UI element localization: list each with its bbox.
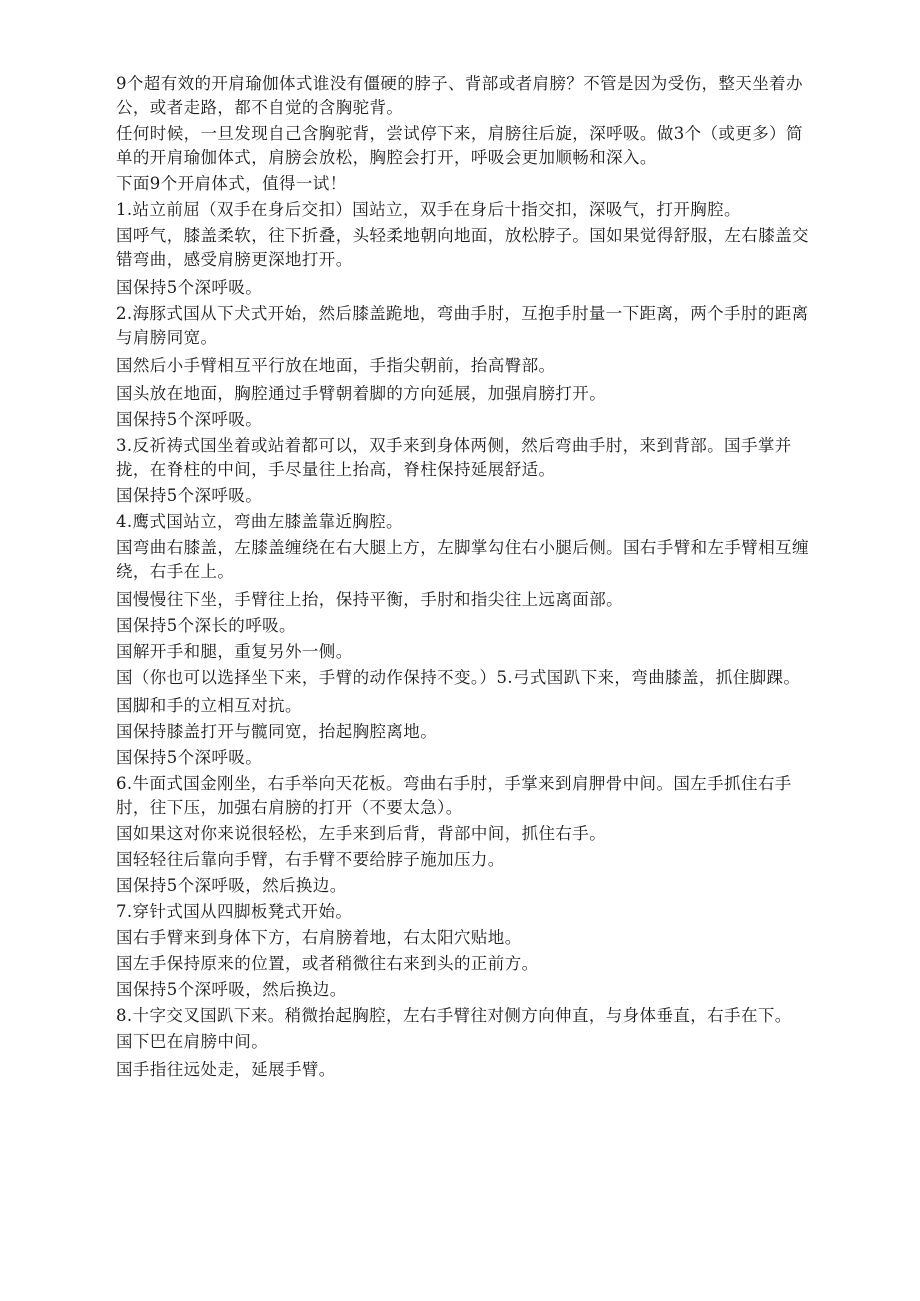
pose-step: 国下巴在肩膀中间。 bbox=[116, 1032, 269, 1051]
pose-step: 国解开手和腿，重复另外一侧。 bbox=[116, 642, 353, 661]
pose-step: 国如果这对你来说很轻松，左手来到后背，背部中间，抓住右手。 bbox=[116, 824, 607, 843]
pose-step: 国保持5个深长的呼吸。 bbox=[116, 616, 296, 635]
pose-step: 国保持5个深呼吸。 bbox=[116, 410, 263, 429]
pose-step: 国保持膝盖打开与髋同宽，抬起胸腔离地。 bbox=[116, 722, 438, 741]
pose-step: 国头放在地面，胸腔通过手臂朝着脚的方向延展，加强肩膀打开。 bbox=[116, 384, 607, 403]
pose-step: 国脚和手的立相互对抗。 bbox=[116, 696, 302, 715]
intro-paragraph: 下面9个开肩体式，值得一试！ bbox=[116, 174, 347, 193]
pose-step: 国保持5个深呼吸，然后换边。 bbox=[116, 876, 347, 895]
pose-2-heading: 2.海豚式国从下犬式开始，然后膝盖跪地，弯曲手肘，互抱手肘量一下距离，两个手肘的距离与肩膀同宽。 bbox=[116, 304, 809, 347]
pose-step: 国呼气，膝盖柔软，往下折叠，头轻柔地朝向地面，放松脖子。国如果觉得舒服，左右膝盖交错弯曲，感受肩膀更深地打开。 bbox=[116, 226, 809, 269]
pose-step: 国右手臂来到身体下方，右肩膀着地，右太阳穴贴地。 bbox=[116, 928, 522, 947]
pose-step: 国弯曲右膝盖，左膝盖缠绕在右大腿上方，左脚掌勾住右小腿后侧。国右手臂和左手臂相互缠绕，右手在上。 bbox=[116, 538, 809, 581]
pose-step: 国保持5个深呼吸。 bbox=[116, 278, 263, 297]
intro-paragraph: 任何时候，一旦发现自己含胸驼背，尝试停下来，肩膀往后旋，深呼吸。做3个（或更多）简单的开肩瑜伽体式，肩膀会放松，胸腔会打开，呼吸会更加顺畅和深入。 bbox=[116, 124, 803, 167]
pose-step: 国保持5个深呼吸。 bbox=[116, 748, 263, 767]
pose-step: 国保持5个深呼吸。 bbox=[116, 486, 263, 505]
pose-4-heading: 4.鹰式国站立，弯曲左膝盖靠近胸腔。 bbox=[116, 512, 403, 531]
pose-8-heading: 8.十字交叉国趴下来。稍微抬起胸腔，左右手臂往对侧方向伸直，与身体垂直，右手在下。 bbox=[116, 1006, 792, 1025]
pose-1-heading: 1.站立前屈（双手在身后交扣）国站立，双手在身后十指交扣，深吸气，打开胸腔。 bbox=[116, 200, 741, 219]
intro-paragraph: 9个超有效的开肩瑜伽体式谁没有僵硬的脖子、背部或者肩膀？不管是因为受伤，整天坐着办公，或者走路，都不自觉的含胸驼背。 bbox=[116, 74, 803, 117]
document-body bbox=[116, 72, 814, 1084]
pose-step: 国保持5个深呼吸，然后换边。 bbox=[116, 980, 347, 999]
pose-5-heading: 国（你也可以选择坐下来，手臂的动作保持不变。）5.弓式国趴下来，弯曲膝盖，抓住脚踝。 bbox=[116, 668, 801, 687]
pose-3-heading: 3.反祈祷式国坐着或站着都可以，双手来到身体两侧，然后弯曲手肘，来到背部。国手掌并拢，在脊柱的中间，手尽量往上抬高，脊柱保持延展舒适。 bbox=[116, 436, 792, 479]
pose-step: 国然后小手臂相互平行放在地面，手指尖朝前，抬高臀部。 bbox=[116, 356, 556, 375]
pose-7-heading: 7.穿针式国从四脚板凳式开始。 bbox=[116, 902, 353, 921]
pose-6-heading: 6.牛面式国金刚坐，右手举向天花板。弯曲右手肘，手掌来到肩胛骨中间。国左手抓住右手肘，往下压，加强右肩膀的打开（不要太急）。 bbox=[116, 774, 792, 817]
pose-step: 国手指往远处走，延展手臂。 bbox=[116, 1060, 336, 1079]
pose-step: 国轻轻往后靠向手臂，右手臂不要给脖子施加压力。 bbox=[116, 850, 505, 869]
pose-step: 国慢慢往下坐，手臂往上抬，保持平衡，手肘和指尖往上远离面部。 bbox=[116, 590, 623, 609]
pose-step: 国左手保持原来的位置，或者稍微往右来到头的正前方。 bbox=[116, 954, 539, 973]
